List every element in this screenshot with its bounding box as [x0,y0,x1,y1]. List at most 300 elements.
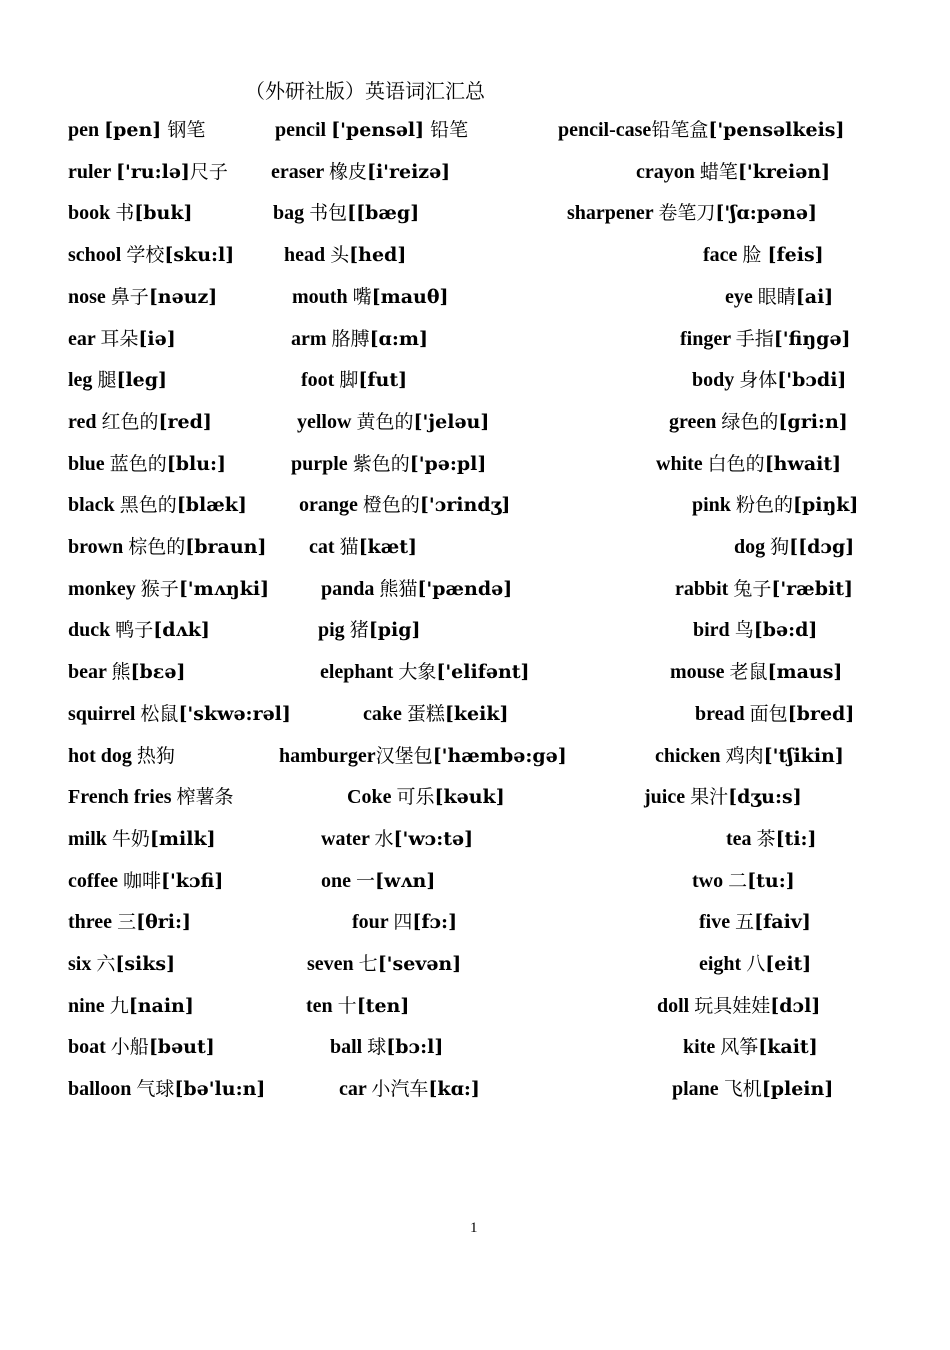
chinese-meaning: 身体 [739,369,778,392]
phonetic: [hwait] [764,452,842,475]
phonetic: ['skwə:rəl] [178,702,291,725]
english-word: three [68,911,118,934]
vocab-entry [68,322,176,356]
phonetic: [kɑ:] [428,1078,480,1101]
chinese-meaning: 飞机 [723,1078,762,1101]
chinese-meaning: 粉色的 [735,494,793,517]
chinese-meaning: 黄色的 [356,410,414,433]
chinese-meaning: 七 [358,953,378,975]
english-word: eraser [271,160,329,183]
vocab-entry [284,238,406,272]
english-word: chicken [655,744,726,767]
chinese-meaning: 熊 [111,661,131,684]
vocab-entry [657,989,820,1023]
phonetic: [dʌk] [153,619,210,642]
phonetic: [hed] [349,244,407,267]
english-word: panda [321,577,380,600]
vocab-row [0,572,950,606]
chinese-meaning: 小汽车 [371,1078,429,1101]
phonetic: ['pændə] [417,577,513,600]
chinese-meaning: 耳朵 [100,327,139,350]
vocab-entry [363,697,509,731]
vocab-row [0,780,950,814]
chinese-meaning: 六 [96,953,116,975]
vocab-row [0,697,950,731]
phonetic: [piŋk] [792,494,859,517]
phonetic: [nəuz] [148,285,218,308]
phonetic: [plein] [761,1078,834,1101]
vocab-entry [68,780,234,814]
phonetic: [fɔ:] [412,911,458,934]
chinese-meaning: 三 [117,911,137,934]
english-word: coffee [68,869,123,892]
english-word: face [703,244,743,267]
phonetic: [dʒu:s] [728,786,802,809]
english-word: monkey [68,577,141,600]
chinese-meaning: 牛奶 [111,827,150,850]
english-word: pencil [275,119,332,141]
phonetic: [bɔ:l] [386,1036,444,1059]
phonetic: [keik] [444,702,509,725]
phonetic: [kait] [758,1036,818,1059]
english-word: two [692,869,729,892]
vocab-entry [299,488,510,522]
phonetic: ['jeləu] [413,410,490,433]
phonetic: [sku:l] [164,244,235,267]
chinese-meaning: 一 [356,869,376,892]
vocab-entry [693,613,817,647]
phonetic: [leg] [116,369,168,392]
vocab-entry [68,530,266,564]
phonetic: [maus] [767,661,843,684]
english-word: red [68,410,102,433]
english-word: eye [725,285,758,308]
phonetic: [fut] [358,369,408,392]
vocab-row [0,196,950,230]
chinese-meaning: 胳膊 [331,327,370,350]
vocab-row [0,1030,950,1064]
vocab-entry [692,363,846,397]
english-word: six [68,953,97,975]
chinese-meaning: 嘴 [352,285,372,308]
english-word: orange [299,494,363,517]
chinese-meaning: 铅笔 [424,119,469,141]
chinese-meaning: 鸟 [734,619,754,642]
english-word: purple [291,452,353,475]
phonetic: [ten] [356,994,410,1017]
chinese-meaning: 腿 [97,369,117,392]
english-word: five [699,911,736,934]
phonetic: [bəut] [148,1036,215,1059]
phonetic: ['ɔrindʒ] [419,494,511,517]
phonetic: [pen] [104,119,162,141]
english-word: tea [726,827,757,850]
vocab-entry [68,363,167,397]
english-word: head [284,244,331,267]
english-word: juice [644,786,691,809]
chinese-meaning: 果汁 [690,786,729,809]
vocab-row [0,405,950,439]
english-word: French fries [68,786,177,809]
vocab-entry [726,822,817,856]
vocab-entry [644,780,802,814]
vocab-entry [68,822,216,856]
english-word: milk [68,827,112,850]
english-word: elephant [320,661,399,684]
vocab-entry [567,196,817,230]
chinese-meaning: 熊猫 [379,577,418,600]
chinese-meaning: 松鼠 [140,702,179,725]
phonetic: ['pensəl] [331,119,425,141]
chinese-meaning: 鸡肉 [725,744,764,767]
vocab-entry [703,238,824,272]
english-word: white [656,452,708,475]
page-number: 1 [470,1220,478,1236]
chinese-meaning: 十 [337,994,357,1017]
phonetic: [pig] [368,619,421,642]
english-word: cake [363,702,407,725]
chinese-meaning: 面包 [749,702,788,725]
vocab-entry [68,155,228,189]
vocab-row [0,989,950,1023]
english-word: blue [68,452,110,475]
vocab-entry [692,488,858,522]
chinese-meaning: 猴子 [140,577,179,600]
english-word: book [68,202,116,225]
english-word: pig [318,619,350,642]
phonetic: [kæt] [358,536,418,558]
vocab-row [0,155,950,189]
vocab-row [0,280,950,314]
chinese-meaning: 猪 [349,619,369,642]
phonetic: [gri:n] [778,410,848,433]
vocab-entry [339,1072,480,1106]
vocab-entry [670,655,842,689]
vocab-entry [291,447,486,481]
phonetic: [dɔl] [770,994,821,1017]
english-word: pink [692,494,736,517]
vocab-entry [699,947,811,981]
english-word: rabbit [675,577,734,600]
chinese-meaning: 四 [393,911,413,934]
english-word: sharpener [567,202,659,225]
english-word: hot dog [68,744,137,767]
phonetic: [buk] [134,202,193,225]
chinese-meaning: 绿色的 [721,410,779,433]
vocab-entry [318,613,420,647]
english-word: balloon [68,1078,137,1101]
phonetic: ['wɔ:tə] [393,827,474,850]
english-word: mouth [292,285,353,308]
vocab-entry [68,280,217,314]
vocab-entry [695,697,854,731]
page-title: （外研社版）英语词汇汇总 [245,81,485,103]
chinese-meaning: 黑色的 [119,494,177,517]
chinese-meaning: 紫色的 [352,452,410,475]
english-word: bear [68,661,112,684]
english-word: duck [68,619,116,642]
vocab-row [0,530,950,564]
english-word: yellow [297,410,357,433]
english-word: brown [68,536,129,558]
english-word: nose [68,285,111,308]
english-word: water [321,827,375,850]
phonetic: [blæk] [176,494,247,517]
vocab-entry [675,572,853,606]
chinese-meaning: 蓝色的 [109,452,167,475]
chinese-meaning: 钢笔 [161,119,206,141]
english-word: dog [734,536,771,558]
chinese-meaning: 猫 [339,536,359,558]
phonetic: [iə] [138,327,176,350]
english-word: Coke [347,786,397,809]
chinese-meaning: 棕色的 [128,536,186,558]
vocab-row [0,363,950,397]
chinese-meaning: 脸 [742,244,768,267]
chinese-meaning: 脚 [339,369,359,392]
chinese-meaning: 狗 [770,536,790,558]
english-word: ball [330,1036,368,1059]
vocab-entry [309,530,417,564]
vocab-entry [68,655,185,689]
phonetic: ['kreiən] [737,160,831,183]
vocab-entry [301,363,407,397]
phonetic: ['sevən] [377,953,462,975]
english-word: eight [699,953,747,975]
vocab-entry [68,864,223,898]
phonetic: [θri:] [136,911,191,934]
phonetic: [nain] [128,994,194,1017]
english-word: pencil-case [558,119,652,141]
vocab-row [0,655,950,689]
vocab-entry [680,322,851,356]
phonetic: [bred] [787,702,855,725]
chinese-meaning: 白色的 [707,452,765,475]
vocab-row [0,322,950,356]
vocab-entry [330,1030,443,1064]
vocab-entry [68,238,234,272]
vocab-entry [672,1072,833,1106]
english-word: one [321,869,356,892]
english-word: mouse [670,661,730,684]
chinese-meaning: 可乐 [396,786,435,809]
vocab-entry [273,196,419,230]
phonetic: [mauθ] [371,285,449,308]
chinese-meaning: 尺子 [189,160,228,183]
phonetic: ['pensəlkeis] [708,119,845,141]
chinese-meaning: 茶 [756,827,776,850]
english-word: body [692,369,740,392]
english-word: pen [68,119,105,141]
phonetic: [bə:d] [753,619,818,642]
vocab-entry [68,196,193,230]
vocab-entry [321,572,512,606]
phonetic: [siks] [115,953,176,975]
english-word: ear [68,327,101,350]
vocab-entry [68,989,194,1023]
phonetic: ['kɔfi] [160,869,224,892]
phonetic: [[bæg] [347,202,420,225]
phonetic: [red] [158,410,212,433]
vocab-entry [321,822,473,856]
chinese-meaning: 汉堡包 [375,744,433,767]
phonetic: ['ʃɑ:pənə] [715,202,817,225]
chinese-meaning: 老鼠 [729,661,768,684]
vocab-entry [297,405,489,439]
english-word: boat [68,1036,111,1059]
phonetic: [tu:] [747,869,795,892]
vocab-entry [68,613,210,647]
chinese-meaning: 眼睛 [757,285,796,308]
vocab-entry [558,113,844,147]
phonetic: [i'reizə] [366,160,451,183]
english-word: black [68,494,120,517]
phonetic: [braun] [185,536,267,558]
phonetic: ['elifənt] [436,661,530,684]
phonetic: [eit] [765,953,812,975]
vocab-row [0,864,950,898]
chinese-meaning: 橙色的 [362,494,420,517]
chinese-meaning: 橡皮 [328,160,367,183]
vocab-entry [68,905,191,939]
vocab-entry [683,1030,818,1064]
vocab-entry [347,780,505,814]
english-word: bird [693,619,735,642]
english-word: cat [309,536,340,558]
vocab-entry [699,905,811,939]
phonetic: [bɛə] [130,661,186,684]
vocab-entry [692,864,795,898]
chinese-meaning: 热狗 [136,744,175,767]
vocab-row [0,739,950,773]
phonetic: ['fiŋgə] [773,327,851,350]
english-word: seven [307,953,359,975]
english-word: bag [273,202,310,225]
vocab-entry [68,447,226,481]
phonetic: ['pə:pl] [409,452,487,475]
chinese-meaning: 榨薯条 [176,786,234,809]
english-word: school [68,244,127,267]
english-word: doll [657,994,695,1017]
chinese-meaning: 手指 [735,327,774,350]
chinese-meaning: 书 [115,202,135,225]
phonetic: ['bɔdi] [777,369,847,392]
vocab-entry [656,447,841,481]
chinese-meaning: 水 [374,827,394,850]
chinese-meaning: 蜡笔 [699,160,738,183]
vocab-entry [68,947,175,981]
vocab-entry [725,280,833,314]
phonetic: [blu:] [166,452,227,475]
english-word: plane [672,1078,724,1101]
vocab-row [0,905,950,939]
phonetic: [bə'lu:n] [174,1078,266,1101]
english-word: ruler [68,160,116,183]
chinese-meaning: 蛋糕 [406,702,445,725]
chinese-meaning: 学校 [126,244,165,267]
chinese-meaning: 风筝 [720,1036,759,1059]
vocab-row [0,113,950,147]
phonetic: ['mʌŋki] [178,577,270,600]
vocab-entry [291,322,428,356]
vocab-row [0,613,950,647]
vocab-entry [68,405,212,439]
english-word: green [669,410,722,433]
chinese-meaning: 鼻子 [110,285,149,308]
vocab-entry [734,530,854,564]
english-word: ten [306,994,338,1017]
vocab-entry [68,572,269,606]
english-word: leg [68,369,98,392]
vocab-entry [307,947,461,981]
vocab-row [0,947,950,981]
chinese-meaning: 咖啡 [122,869,161,892]
vocab-entry [320,655,530,689]
english-word: crayon [636,160,700,183]
phonetic: [ɑ:m] [369,327,428,350]
phonetic: [milk] [149,827,216,850]
phonetic: [[dɔg] [789,536,855,558]
english-word: nine [68,994,110,1017]
vocab-row [0,238,950,272]
vocab-row [0,822,950,856]
chinese-meaning: 球 [367,1036,387,1059]
chinese-meaning: 气球 [136,1078,175,1101]
chinese-meaning: 九 [109,994,129,1017]
chinese-meaning: 五 [735,911,755,934]
chinese-meaning: 铅笔盒 [651,119,709,141]
vocab-entry [68,697,291,731]
vocab-entry [321,864,435,898]
chinese-meaning: 二 [728,869,748,892]
vocab-entry [271,155,450,189]
vocab-entry [352,905,457,939]
vocab-entry [279,739,567,773]
phonetic: [kəuk] [434,786,505,809]
vocab-entry [68,113,205,147]
vocab-entry [669,405,848,439]
chinese-meaning: 鸭子 [115,619,154,642]
english-word: bread [695,702,750,725]
phonetic: ['ru:lə] [115,160,190,183]
chinese-meaning: 兔子 [733,577,772,600]
english-word: arm [291,327,332,350]
vocab-entry [68,1072,265,1106]
english-word: four [352,911,394,934]
english-word: squirrel [68,702,141,725]
chinese-meaning: 大象 [398,661,437,684]
phonetic: [feis] [767,244,824,267]
chinese-meaning: 红色的 [101,410,159,433]
vocab-entry [306,989,409,1023]
chinese-meaning: 玩具娃娃 [694,994,771,1017]
phonetic: ['tʃikin] [763,744,844,767]
english-word: hamburger [279,744,376,767]
vocab-row [0,447,950,481]
vocab-entry [68,488,247,522]
phonetic: ['hæmbə:gə] [432,744,567,767]
vocab-entry [655,739,844,773]
chinese-meaning: 头 [330,244,350,267]
phonetic: [wʌn] [375,869,436,892]
vocab-entry [292,280,448,314]
chinese-meaning: 书包 [309,202,348,225]
phonetic: [faiv] [754,911,811,934]
phonetic: ['ræbit] [771,577,853,600]
english-word: kite [683,1036,721,1059]
english-word: car [339,1078,372,1101]
vocab-row [0,1072,950,1106]
